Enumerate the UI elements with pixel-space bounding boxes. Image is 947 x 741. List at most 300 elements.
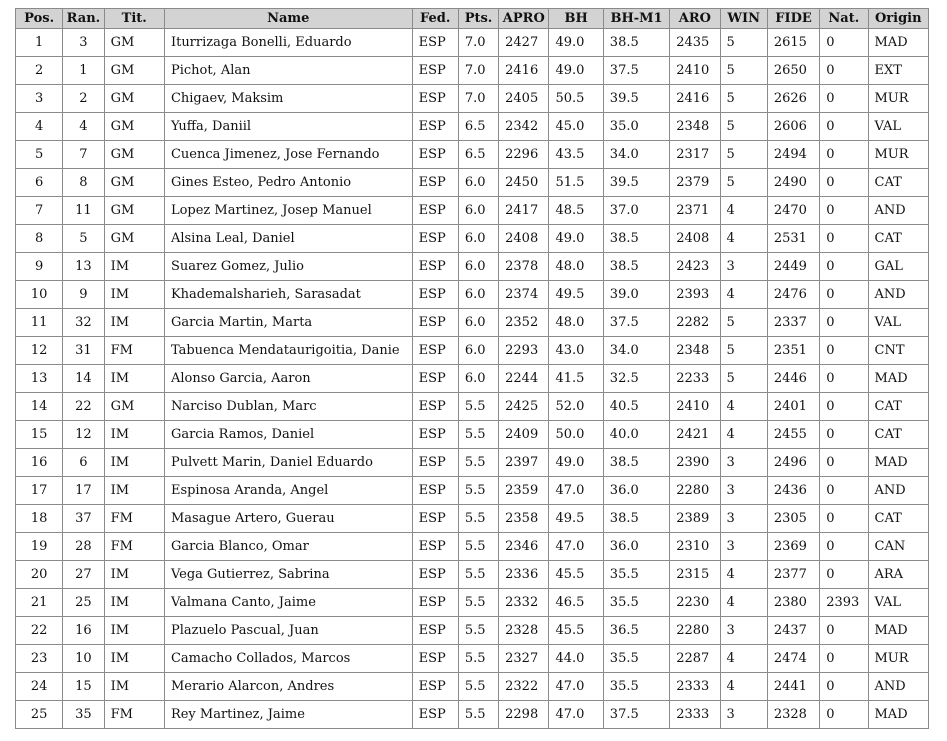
cell-origin: CAT — [868, 393, 929, 421]
cell-name: Chigaev, Maksim — [164, 85, 412, 113]
cell-fed: ESP — [412, 617, 458, 645]
cell-win: 3 — [720, 533, 767, 561]
cell-fed: ESP — [412, 113, 458, 141]
cell-pts: 6.0 — [458, 225, 498, 253]
cell-fed: ESP — [412, 85, 458, 113]
cell-pos: 7 — [16, 197, 63, 225]
cell-bhm1: 32.5 — [603, 365, 669, 393]
cell-tit: GM — [104, 141, 164, 169]
cell-nat: 0 — [820, 309, 868, 337]
cell-origin: CAN — [868, 533, 929, 561]
cell-pts: 6.0 — [458, 337, 498, 365]
cell-nat: 0 — [820, 505, 868, 533]
cell-win: 5 — [720, 29, 767, 57]
header-row — [16, 9, 929, 29]
table-row — [16, 365, 929, 393]
cell-win: 3 — [720, 253, 767, 281]
cell-name: Pichot, Alan — [164, 57, 412, 85]
cell-nat: 0 — [820, 281, 868, 309]
cell-bhm1: 38.5 — [603, 449, 669, 477]
cell-aro: 2435 — [670, 29, 720, 57]
cell-apro: 2327 — [499, 645, 549, 673]
cell-pts: 7.0 — [458, 85, 498, 113]
cell-pos: 4 — [16, 113, 63, 141]
cell-bhm1: 35.5 — [603, 589, 669, 617]
cell-name: Alsina Leal, Daniel — [164, 225, 412, 253]
cell-pts: 6.0 — [458, 253, 498, 281]
cell-ran: 28 — [63, 533, 104, 561]
cell-origin: MAD — [868, 365, 929, 393]
cell-fide: 2474 — [767, 645, 819, 673]
cell-pos: 1 — [16, 29, 63, 57]
cell-name: Narciso Dublan, Marc — [164, 393, 412, 421]
cell-bh: 45.5 — [549, 561, 603, 589]
cell-fed: ESP — [412, 477, 458, 505]
cell-ran: 16 — [63, 617, 104, 645]
cell-bhm1: 35.5 — [603, 645, 669, 673]
cell-fide: 2436 — [767, 477, 819, 505]
cell-bh: 50.5 — [549, 85, 603, 113]
table-row — [16, 141, 929, 169]
cell-nat: 0 — [820, 477, 868, 505]
cell-fide: 2494 — [767, 141, 819, 169]
table-row — [16, 225, 929, 253]
cell-ran: 35 — [63, 701, 104, 729]
cell-name: Khademalsharieh, Sarasadat — [164, 281, 412, 309]
cell-nat: 0 — [820, 141, 868, 169]
cell-bhm1: 34.0 — [603, 141, 669, 169]
cell-pts: 5.5 — [458, 477, 498, 505]
cell-win: 3 — [720, 477, 767, 505]
cell-bhm1: 35.5 — [603, 673, 669, 701]
cell-tit: FM — [104, 337, 164, 365]
cell-bhm1: 39.5 — [603, 85, 669, 113]
cell-ran: 14 — [63, 365, 104, 393]
cell-pos: 21 — [16, 589, 63, 617]
cell-name: Plazuelo Pascual, Juan — [164, 617, 412, 645]
cell-pos: 25 — [16, 701, 63, 729]
cell-tit: IM — [104, 253, 164, 281]
cell-bh: 49.0 — [549, 449, 603, 477]
cell-apro: 2298 — [499, 701, 549, 729]
cell-origin: CAT — [868, 505, 929, 533]
cell-win: 4 — [720, 281, 767, 309]
cell-apro: 2322 — [499, 673, 549, 701]
cell-bhm1: 37.5 — [603, 701, 669, 729]
cell-win: 4 — [720, 197, 767, 225]
cell-fide: 2351 — [767, 337, 819, 365]
cell-tit: GM — [104, 85, 164, 113]
cell-tit: GM — [104, 29, 164, 57]
cell-bh: 44.0 — [549, 645, 603, 673]
cell-aro: 2317 — [670, 141, 720, 169]
cell-pos: 5 — [16, 141, 63, 169]
cell-nat: 0 — [820, 561, 868, 589]
column-header-origin: Origin — [868, 9, 929, 29]
cell-ran: 31 — [63, 337, 104, 365]
cell-ran: 1 — [63, 57, 104, 85]
cell-pos: 11 — [16, 309, 63, 337]
cell-name: Vega Gutierrez, Sabrina — [164, 561, 412, 589]
cell-aro: 2410 — [670, 57, 720, 85]
cell-tit: IM — [104, 561, 164, 589]
cell-fide: 2328 — [767, 701, 819, 729]
cell-pts: 6.0 — [458, 197, 498, 225]
cell-fed: ESP — [412, 57, 458, 85]
cell-bhm1: 38.5 — [603, 505, 669, 533]
cell-nat: 0 — [820, 29, 868, 57]
cell-pts: 5.5 — [458, 617, 498, 645]
cell-apro: 2359 — [499, 477, 549, 505]
cell-fide: 2626 — [767, 85, 819, 113]
cell-fed: ESP — [412, 225, 458, 253]
cell-tit: GM — [104, 393, 164, 421]
cell-bh: 49.5 — [549, 505, 603, 533]
table-row — [16, 589, 929, 617]
cell-origin: AND — [868, 281, 929, 309]
table-row — [16, 561, 929, 589]
cell-ran: 2 — [63, 85, 104, 113]
cell-pos: 24 — [16, 673, 63, 701]
cell-pos: 20 — [16, 561, 63, 589]
cell-fed: ESP — [412, 253, 458, 281]
cell-tit: IM — [104, 365, 164, 393]
cell-win: 5 — [720, 337, 767, 365]
cell-fide: 2470 — [767, 197, 819, 225]
cell-pts: 5.5 — [458, 645, 498, 673]
cell-origin: AND — [868, 477, 929, 505]
cell-nat: 0 — [820, 533, 868, 561]
cell-nat: 0 — [820, 253, 868, 281]
cell-bh: 49.0 — [549, 225, 603, 253]
table-row — [16, 645, 929, 673]
cell-origin: VAL — [868, 589, 929, 617]
cell-aro: 2287 — [670, 645, 720, 673]
cell-fide: 2615 — [767, 29, 819, 57]
cell-ran: 22 — [63, 393, 104, 421]
cell-name: Suarez Gomez, Julio — [164, 253, 412, 281]
cell-apro: 2378 — [499, 253, 549, 281]
column-header-ran: Ran. — [63, 9, 104, 29]
cell-win: 5 — [720, 309, 767, 337]
cell-win: 4 — [720, 673, 767, 701]
column-header-fed: Fed. — [412, 9, 458, 29]
cell-name: Iturrizaga Bonelli, Eduardo — [164, 29, 412, 57]
cell-origin: MUR — [868, 141, 929, 169]
column-header-apro: APRO — [499, 9, 549, 29]
table-row — [16, 505, 929, 533]
cell-aro: 2390 — [670, 449, 720, 477]
cell-apro: 2328 — [499, 617, 549, 645]
cell-origin: ARA — [868, 561, 929, 589]
cell-fed: ESP — [412, 141, 458, 169]
table-row — [16, 673, 929, 701]
cell-fed: ESP — [412, 589, 458, 617]
cell-fed: ESP — [412, 281, 458, 309]
cell-ran: 12 — [63, 421, 104, 449]
cell-apro: 2296 — [499, 141, 549, 169]
cell-ran: 13 — [63, 253, 104, 281]
cell-fed: ESP — [412, 169, 458, 197]
cell-nat: 0 — [820, 169, 868, 197]
cell-name: Garcia Martin, Marta — [164, 309, 412, 337]
cell-tit: FM — [104, 701, 164, 729]
cell-nat: 0 — [820, 617, 868, 645]
cell-pts: 5.5 — [458, 533, 498, 561]
cell-win: 4 — [720, 393, 767, 421]
table-row — [16, 57, 929, 85]
cell-nat: 0 — [820, 421, 868, 449]
column-header-bh: BH — [549, 9, 603, 29]
cell-tit: FM — [104, 533, 164, 561]
cell-nat: 0 — [820, 365, 868, 393]
cell-bh: 46.5 — [549, 589, 603, 617]
cell-bh: 47.0 — [549, 701, 603, 729]
cell-aro: 2280 — [670, 617, 720, 645]
cell-apro: 2425 — [499, 393, 549, 421]
cell-fide: 2369 — [767, 533, 819, 561]
cell-fed: ESP — [412, 561, 458, 589]
cell-pos: 15 — [16, 421, 63, 449]
cell-pts: 5.5 — [458, 449, 498, 477]
cell-origin: MAD — [868, 701, 929, 729]
table-row — [16, 85, 929, 113]
cell-bhm1: 40.0 — [603, 421, 669, 449]
cell-aro: 2315 — [670, 561, 720, 589]
cell-name: Espinosa Aranda, Angel — [164, 477, 412, 505]
cell-ran: 32 — [63, 309, 104, 337]
cell-tit: IM — [104, 281, 164, 309]
cell-fide: 2377 — [767, 561, 819, 589]
cell-bh: 50.0 — [549, 421, 603, 449]
cell-nat: 0 — [820, 113, 868, 141]
cell-bh: 43.0 — [549, 337, 603, 365]
cell-ran: 25 — [63, 589, 104, 617]
cell-ran: 7 — [63, 141, 104, 169]
cell-pos: 2 — [16, 57, 63, 85]
cell-pts: 6.5 — [458, 141, 498, 169]
cell-origin: MUR — [868, 85, 929, 113]
cell-bhm1: 35.5 — [603, 561, 669, 589]
cell-pts: 5.5 — [458, 673, 498, 701]
table-row — [16, 449, 929, 477]
table-row — [16, 113, 929, 141]
cell-pos: 19 — [16, 533, 63, 561]
cell-bh: 47.0 — [549, 533, 603, 561]
cell-apro: 2374 — [499, 281, 549, 309]
column-header-nat: Nat. — [820, 9, 868, 29]
cell-tit: GM — [104, 57, 164, 85]
cell-bhm1: 36.5 — [603, 617, 669, 645]
cell-name: Merario Alarcon, Andres — [164, 673, 412, 701]
cell-win: 3 — [720, 449, 767, 477]
cell-tit: IM — [104, 477, 164, 505]
column-header-pos: Pos. — [16, 9, 63, 29]
cell-nat: 0 — [820, 449, 868, 477]
cell-fide: 2380 — [767, 589, 819, 617]
column-header-tit: Tit. — [104, 9, 164, 29]
cell-win: 4 — [720, 225, 767, 253]
table-row — [16, 281, 929, 309]
cell-pos: 16 — [16, 449, 63, 477]
cell-fed: ESP — [412, 533, 458, 561]
cell-ran: 4 — [63, 113, 104, 141]
cell-tit: IM — [104, 421, 164, 449]
cell-aro: 2423 — [670, 253, 720, 281]
table-row — [16, 477, 929, 505]
cell-apro: 2244 — [499, 365, 549, 393]
cell-tit: GM — [104, 225, 164, 253]
cell-fide: 2650 — [767, 57, 819, 85]
cell-apro: 2397 — [499, 449, 549, 477]
cell-bh: 51.5 — [549, 169, 603, 197]
cell-bhm1: 36.0 — [603, 533, 669, 561]
cell-origin: VAL — [868, 309, 929, 337]
cell-nat: 0 — [820, 701, 868, 729]
cell-origin: EXT — [868, 57, 929, 85]
cell-origin: MAD — [868, 29, 929, 57]
cell-name: Lopez Martinez, Josep Manuel — [164, 197, 412, 225]
cell-tit: IM — [104, 673, 164, 701]
cell-bh: 49.0 — [549, 29, 603, 57]
cell-apro: 2408 — [499, 225, 549, 253]
cell-origin: VAL — [868, 113, 929, 141]
table-row — [16, 253, 929, 281]
cell-pos: 23 — [16, 645, 63, 673]
cell-aro: 2348 — [670, 113, 720, 141]
cell-apro: 2293 — [499, 337, 549, 365]
cell-fed: ESP — [412, 421, 458, 449]
cell-origin: MAD — [868, 617, 929, 645]
cell-fide: 2446 — [767, 365, 819, 393]
cell-fed: ESP — [412, 505, 458, 533]
column-header-name: Name — [164, 9, 412, 29]
cell-fed: ESP — [412, 449, 458, 477]
cell-pts: 5.5 — [458, 701, 498, 729]
cell-aro: 2348 — [670, 337, 720, 365]
cell-nat: 2393 — [820, 589, 868, 617]
table-row — [16, 337, 929, 365]
cell-apro: 2405 — [499, 85, 549, 113]
cell-win: 5 — [720, 113, 767, 141]
cell-ran: 37 — [63, 505, 104, 533]
cell-ran: 15 — [63, 673, 104, 701]
cell-aro: 2333 — [670, 673, 720, 701]
cell-name: Garcia Blanco, Omar — [164, 533, 412, 561]
cell-ran: 27 — [63, 561, 104, 589]
cell-bhm1: 35.0 — [603, 113, 669, 141]
cell-pos: 22 — [16, 617, 63, 645]
table-row — [16, 701, 929, 729]
cell-bh: 43.5 — [549, 141, 603, 169]
cell-fide: 2490 — [767, 169, 819, 197]
cell-aro: 2333 — [670, 701, 720, 729]
cell-pts: 5.5 — [458, 505, 498, 533]
cell-ran: 3 — [63, 29, 104, 57]
cell-tit: IM — [104, 589, 164, 617]
cell-apro: 2352 — [499, 309, 549, 337]
cell-fide: 2496 — [767, 449, 819, 477]
cell-origin: GAL — [868, 253, 929, 281]
cell-tit: IM — [104, 645, 164, 673]
cell-win: 5 — [720, 141, 767, 169]
cell-origin: AND — [868, 673, 929, 701]
cell-tit: FM — [104, 505, 164, 533]
cell-tit: IM — [104, 309, 164, 337]
table-body — [16, 29, 929, 729]
cell-nat: 0 — [820, 337, 868, 365]
cell-tit: GM — [104, 169, 164, 197]
cell-bhm1: 38.5 — [603, 29, 669, 57]
cell-aro: 2421 — [670, 421, 720, 449]
cell-bhm1: 37.0 — [603, 197, 669, 225]
cell-win: 4 — [720, 589, 767, 617]
column-header-aro: ARO — [670, 9, 720, 29]
cell-bhm1: 39.0 — [603, 281, 669, 309]
cell-apro: 2416 — [499, 57, 549, 85]
cell-pos: 9 — [16, 253, 63, 281]
cell-bhm1: 37.5 — [603, 57, 669, 85]
cell-name: Valmana Canto, Jaime — [164, 589, 412, 617]
cell-nat: 0 — [820, 85, 868, 113]
cell-apro: 2427 — [499, 29, 549, 57]
cell-win: 4 — [720, 421, 767, 449]
cell-pos: 13 — [16, 365, 63, 393]
cell-bh: 47.0 — [549, 477, 603, 505]
cell-fide: 2305 — [767, 505, 819, 533]
cell-pts: 6.5 — [458, 113, 498, 141]
cell-aro: 2416 — [670, 85, 720, 113]
cell-pts: 5.5 — [458, 393, 498, 421]
cell-apro: 2450 — [499, 169, 549, 197]
cell-pts: 6.0 — [458, 309, 498, 337]
standings-table — [15, 8, 929, 729]
cell-origin: MUR — [868, 645, 929, 673]
cell-ran: 6 — [63, 449, 104, 477]
cell-bh: 49.5 — [549, 281, 603, 309]
cell-aro: 2379 — [670, 169, 720, 197]
cell-nat: 0 — [820, 393, 868, 421]
cell-win: 4 — [720, 561, 767, 589]
cell-win: 5 — [720, 365, 767, 393]
cell-ran: 10 — [63, 645, 104, 673]
cell-nat: 0 — [820, 225, 868, 253]
cell-aro: 2410 — [670, 393, 720, 421]
table-row — [16, 533, 929, 561]
cell-fed: ESP — [412, 701, 458, 729]
cell-pos: 12 — [16, 337, 63, 365]
cell-fed: ESP — [412, 645, 458, 673]
cell-aro: 2393 — [670, 281, 720, 309]
cell-apro: 2409 — [499, 421, 549, 449]
cell-name: Yuffa, Daniil — [164, 113, 412, 141]
cell-fide: 2606 — [767, 113, 819, 141]
cell-bh: 41.5 — [549, 365, 603, 393]
cell-nat: 0 — [820, 57, 868, 85]
cell-nat: 0 — [820, 197, 868, 225]
column-header-win: WIN — [720, 9, 767, 29]
cell-pos: 10 — [16, 281, 63, 309]
cell-origin: MAD — [868, 449, 929, 477]
table-row — [16, 29, 929, 57]
cell-origin: CAT — [868, 169, 929, 197]
table-row — [16, 617, 929, 645]
cell-fed: ESP — [412, 673, 458, 701]
cell-bhm1: 34.0 — [603, 337, 669, 365]
cell-win: 3 — [720, 701, 767, 729]
cell-win: 3 — [720, 617, 767, 645]
cell-fed: ESP — [412, 309, 458, 337]
